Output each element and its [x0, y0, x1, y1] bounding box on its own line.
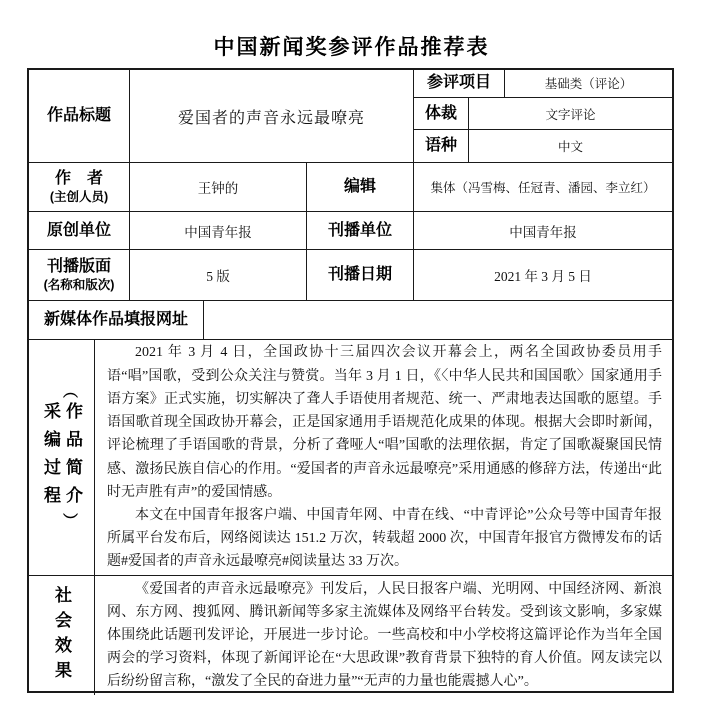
language-label: 语种: [414, 130, 469, 162]
author-label-line1: 作 者: [54, 169, 103, 187]
subrow-entry-category: [414, 70, 672, 98]
publish-unit-label: 刊播单位: [307, 212, 414, 249]
editor-label: 编辑: [307, 163, 414, 211]
intro-paragraph-2: 本文在中国青年报客户端、中国青年网、中青在线、“中青评论”公众号等中国青年报所属平台发布后，网络阅读达 151.2 万次，转载超 2000 次，中国青年报官方微博发布的话题#爱国者的声音永远最嘹亮#阅读量达 33 万次。: [107, 507, 662, 570]
language-value: 中文: [557, 140, 583, 155]
publish-unit-value: 中国青年报: [509, 224, 577, 240]
intro-vertical-label: [40, 382, 83, 530]
subrow-language: [414, 130, 672, 162]
page-title: 中国新闻奖参评作品推荐表: [213, 35, 490, 59]
intro-label-col-left: 采编过程: [41, 401, 60, 514]
original-unit-label: 原创单位: [29, 212, 130, 249]
social-section-content: [95, 576, 672, 695]
new-media-url-value: [204, 301, 672, 339]
intro-section-label: [29, 340, 95, 575]
author-label-line2: (主创人员): [49, 189, 109, 204]
genre-label: 体裁: [414, 98, 469, 130]
intro-paren-close: ︶: [62, 512, 78, 530]
row-intro-section: [29, 340, 672, 576]
publish-date-value: 2021 年 3 月 5 日: [494, 269, 592, 284]
social-paragraph-1: 《爱国者的声音永远最嘹亮》刊发后，人民日报客户端、光明网、中国经济网、新浪网、东方网、搜狐网、腾讯新闻等多家主流媒体及网络平台转发。受到该文影响，多家媒体围绕此话题刊发评论，开展进一步讨论。一些高校和中小学校将这篇评论作为当年全国两会的学习资料，体现了新闻评论在“大思政课”教育背景下独特的育人价值。网友读完以后纷纷留言称，“激发了全民的奋进力量”“无声的力量也能震撼人心”。: [107, 581, 662, 690]
intro-label-col-right: 作品简介: [63, 401, 82, 514]
row-units: [29, 212, 672, 250]
intro-paren-open: ︵: [62, 382, 78, 400]
category-stack: [414, 70, 672, 162]
genre-value: 文字评论: [545, 107, 596, 122]
row-work-title: [29, 70, 672, 163]
author-label: [29, 163, 130, 211]
form-table: [27, 68, 674, 693]
new-media-url-label: 新媒体作品填报网址: [29, 301, 204, 339]
publish-date-label: 刊播日期: [307, 250, 414, 300]
work-title-value: 爱国者的声音永远最嘹亮: [130, 70, 414, 162]
author-value: 王钟的: [130, 163, 307, 211]
row-author-editor: [29, 163, 672, 212]
layout-page-label: [29, 250, 130, 300]
original-unit-value: 中国青年报: [130, 212, 307, 249]
layout-page-label-line1: 刊播版面: [46, 257, 111, 275]
entry-category-value: 基础类（评论）: [544, 77, 633, 92]
intro-paragraph-1: 2021 年 3 月 4 日，全国政协十三届四次会议开幕会上，两名全国政协委员用手语“唱”国歌，受到公众关注与赞赏。当年 3 月 1 日，《〈中华人民共和国国歌〉国家通用手语方案》正式实施，切实解决了聋人手语使用者规范、统一、严肃地表达国歌的愿望。手语国歌首现全国政协开幕会，正是国家通用手语规范化成果的体现。根据大会即时新闻，评论梳理了手语国歌的背景，分析了聋哑人“唱”国歌的法理依据，肯定了国歌凝聚国民情感、激扬民族自信心的作用。“爱国者的声音永远最嘹亮”采用通感的修辞方法，传递出“此时无声胜有声”的爱国情感。: [107, 345, 662, 500]
editor-value: 集体（冯雪梅、任冠青、潘园、李立红）: [430, 181, 656, 195]
social-vertical-label: 社会效果: [52, 585, 71, 686]
entry-category-label: 参评项目: [414, 70, 505, 97]
intro-label-columns: [40, 402, 83, 514]
subrow-genre: [414, 98, 672, 131]
row-layout-date: [29, 250, 672, 301]
row-new-media-url: [29, 301, 672, 340]
intro-section-content: [95, 340, 672, 575]
social-section-label: [29, 576, 95, 695]
layout-page-label-line2: (名称和版次): [43, 277, 115, 292]
layout-page-value: 5 版: [130, 250, 307, 300]
work-title-label: 作品标题: [29, 70, 130, 162]
row-social-section: [29, 576, 672, 695]
